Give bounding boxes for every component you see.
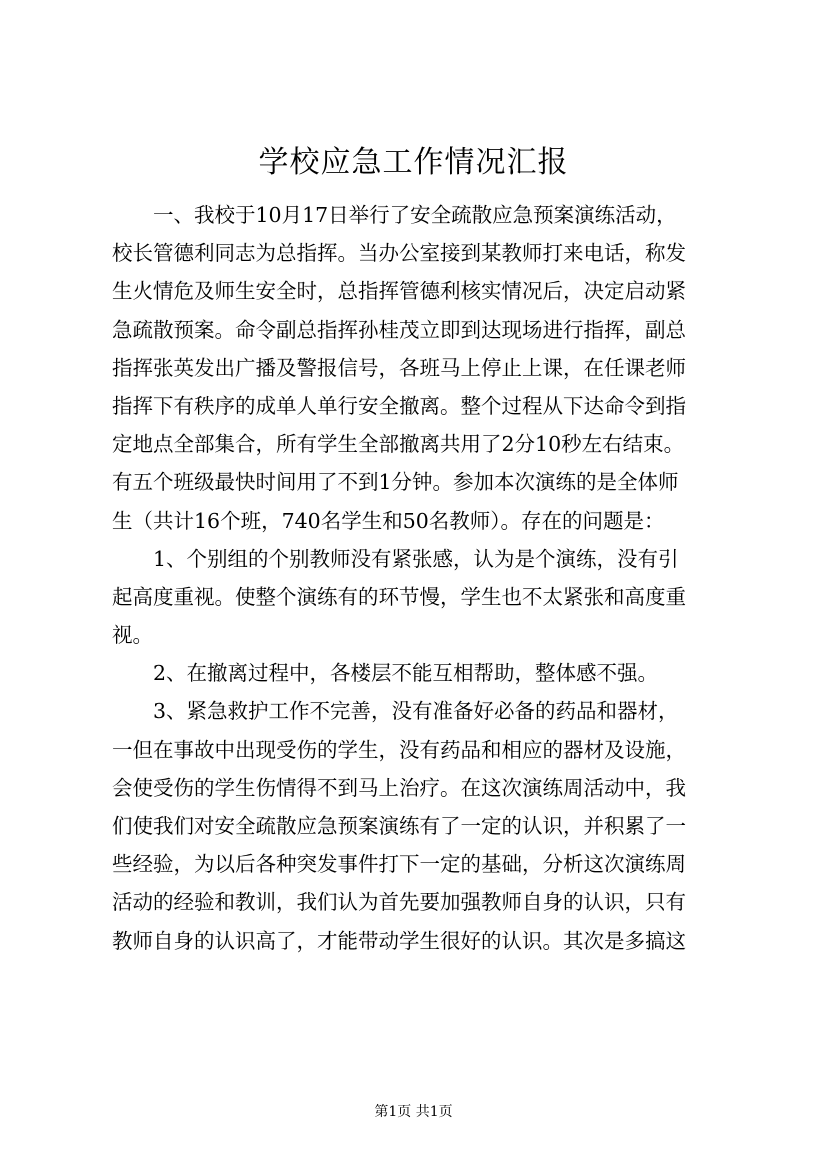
body-line: 定地点全部集合，所有学生全部撤离共用了2分10秒左右结束。 — [112, 432, 685, 457]
page-footer: 第1页 共1页 — [374, 1104, 453, 1120]
body-line: 指挥下有秩序的成单人单行安全撤离。整个过程从下达命令到指 — [112, 393, 686, 418]
body-line: 起高度重视。使整个演练有的环节慢，学生也不太紧张和高度重 — [112, 584, 686, 609]
body-line: 些经验，为以后各种突发事件打下一定的基础，分析这次演练周 — [112, 852, 686, 877]
document-title: 学校应急工作情况汇报 — [258, 145, 569, 180]
body-line: 教师自身的认识高了，才能带动学生很好的认识。其次是多搞这 — [112, 928, 686, 953]
body-line: 2、在撤离过程中，各楼层不能互相帮助，整体感不强。 — [153, 661, 659, 686]
body-line: 生火情危及师生安全时，总指挥管德利核实情况后，决定启动紧 — [112, 279, 686, 304]
body-line: 视。 — [112, 623, 153, 648]
document-body — [112, 196, 724, 960]
body-line: 3、紧急救护工作不完善，没有准备好必备的药品和器材， — [153, 699, 679, 724]
body-line: 生（共计16个班，740名学生和50名教师）。存在的问题是： — [112, 508, 665, 533]
body-line: 急疏散预案。命令副总指挥孙桂茂立即到达现场进行指挥，副总 — [112, 317, 686, 342]
body-line: 1、个别组的个别教师没有紧张感，认为是个演练，没有引 — [153, 546, 679, 571]
body-line: 校长管德利同志为总指挥。当办公室接到某教师打来电话，称发 — [112, 241, 686, 266]
body-line: 有五个班级最快时间用了不到1分钟。参加本次演练的是全体师 — [112, 470, 679, 495]
body-line: 一但在事故中出现受伤的学生，没有药品和相应的器材及设施， — [112, 737, 686, 762]
body-line: 们使我们对安全疏散应急预案演练有了一定的认识，并积累了一 — [112, 814, 686, 838]
body-line: 会使受伤的学生伤情得不到马上治疗。在这次演练周活动中，我 — [112, 775, 686, 800]
body-line: 指挥张英发出广播及警报信号，各班马上停止上课，在任课老师 — [112, 355, 686, 380]
body-line: 活动的经验和教训，我们认为首先要加强教师自身的认识，只有 — [112, 890, 686, 915]
body-line: 一、我校于10月17日举行了安全疏散应急预案演练活动， — [153, 203, 677, 227]
